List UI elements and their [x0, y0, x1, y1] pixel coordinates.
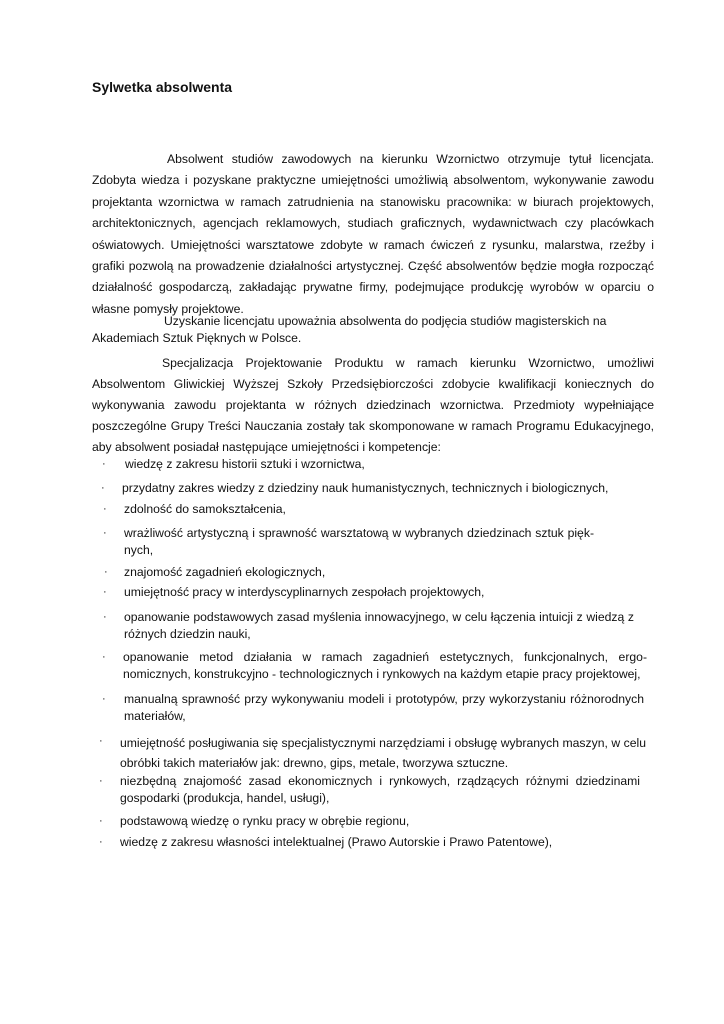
list-item	[0, 691, 644, 725]
bullet-dot: ·	[99, 815, 103, 827]
list-item-text: zdolność do samokształcenia,	[124, 502, 286, 516]
bullet-dot: ·	[102, 651, 106, 663]
bullet-dot: ·	[99, 735, 103, 747]
list-item	[0, 584, 484, 601]
bullet-dot: ·	[101, 482, 105, 494]
list-item	[0, 834, 552, 851]
page-title: Sylwetka absolwenta	[92, 79, 233, 95]
bullet-dot: ·	[103, 586, 107, 598]
list-item-text: znajomość zagadnień ekologicznych,	[124, 565, 326, 579]
list-item	[0, 456, 365, 473]
list-item-text: manualną sprawność przy wykonywaniu modeli i prototypów, przy wykorzystaniu różnorodnych materiałów,	[124, 692, 644, 723]
list-item	[0, 501, 286, 518]
list-item-text: wiedzę z zakresu własności intelektualnej (Prawo Autorskie i Prawo Patentowe),	[120, 835, 553, 849]
list-item	[0, 609, 634, 643]
bullet-dot: ·	[99, 775, 103, 787]
bullet-dot: ·	[104, 566, 108, 578]
list-item-text: niezbędną znajomość zasad ekonomicznych i rynkowych, rządzących różnymi dziedzinami gospodarki (produkcja, handel, usługi),	[120, 774, 640, 805]
list-item-text: wrażliwość artystyczną i sprawność warsztatową w wybranych dziedzinach sztuk pięknych,	[124, 526, 594, 557]
list-item	[0, 649, 647, 683]
list-item	[0, 813, 409, 830]
list-item	[0, 480, 608, 497]
list-item	[0, 564, 325, 581]
list-item-text: umiejętność pracy w interdyscyplinarnych zespołach projektowych,	[124, 585, 485, 599]
list-item-text: przydatny zakres wiedzy z dziedziny nauk humanistycznych, technicznych i biologicznych,	[122, 481, 609, 495]
bullet-dot: ·	[102, 458, 106, 470]
list-item	[0, 773, 640, 807]
list-item	[0, 525, 594, 559]
bullet-dot: ·	[103, 611, 107, 623]
list-item-text: wiedzę z zakresu historii sztuki i wzornictwa,	[125, 457, 365, 471]
list-item-text: umiejętność posługiwania się specjalistycznymi narzędziami i obsługę wybranych maszyn, w celu obróbki takich materiałów jak: drewno, gips, metale, tworzywa sztuczne.	[120, 736, 646, 770]
list-item-text: opanowanie podstawowych zasad myślenia innowacyjnego, w celu łączenia intuicji z wiedzą z różnych dziedzin nauki,	[124, 610, 634, 641]
list-item-text: opanowanie metod działania w ramach zagadnień estetycznych, funkcjonalnych, ergonomicznych, konstrukcyjno - technologicznych i rynkowych na każdym etapie pracy projektowej,	[123, 650, 647, 681]
bullet-dot: ·	[103, 503, 107, 515]
paragraph-masters: Uzyskanie licencjatu upoważnia absolwenta do podjęcia studiów magisterskich na Akademiach Sztuk Pięknych w Polsce.	[92, 314, 607, 345]
bullet-dot: ·	[99, 836, 103, 848]
list-item	[0, 733, 646, 773]
list-item-text: podstawową wiedzę o rynku pracy w obrębie regionu,	[120, 814, 410, 828]
paragraph-specialization: Specjalizacja Projektowanie Produktu w ramach kierunku Wzornictwo, umożliwi Absolwentom Gliwickiej Wyższej Szkoły Przedsiębiorczości zdobycie kwalifikacji koniecznych do wykonywania zawodu projektanta w różnych dziedzinach wzornictwa. Przedmioty wypełniające poszczególne Grupy Treści Nauczania zostały tak skomponowane w ramach Programu Edukacyjnego, aby absolwent posiadał następujące umiejętności i kompetencje:	[92, 356, 654, 454]
bullet-dot: ·	[102, 693, 106, 705]
paragraph-intro: Absolwent studiów zawodowych na kierunku Wzornictwo otrzymuje tytuł licencjata. Zdobyta wiedza i pozyskane praktyczne umiejętności umożliwią absolwentom, wykonywanie zawodu projektanta wzornictwa w ramach zatrudnienia na stanowisku pracownika: w biurach projektowych, architektonicznych, agencjach reklamowych, studiach graficznych, wydawnictwach czy placówkach oświatowych. Umiejętności warsztatowe zdobyte w ramach ćwiczeń z rysunku, malarstwa, rzeźby i grafiki pozwolą na prowadzenie działalności artystycznej. Część absolwentów będzie mogła rozpocząć działalność gospodarczą, zakładając prywatne firmy, podejmujące produkcję wyrobów w oparciu o własne pomysły projektowe.	[92, 152, 654, 316]
bullet-dot: ·	[103, 527, 107, 539]
